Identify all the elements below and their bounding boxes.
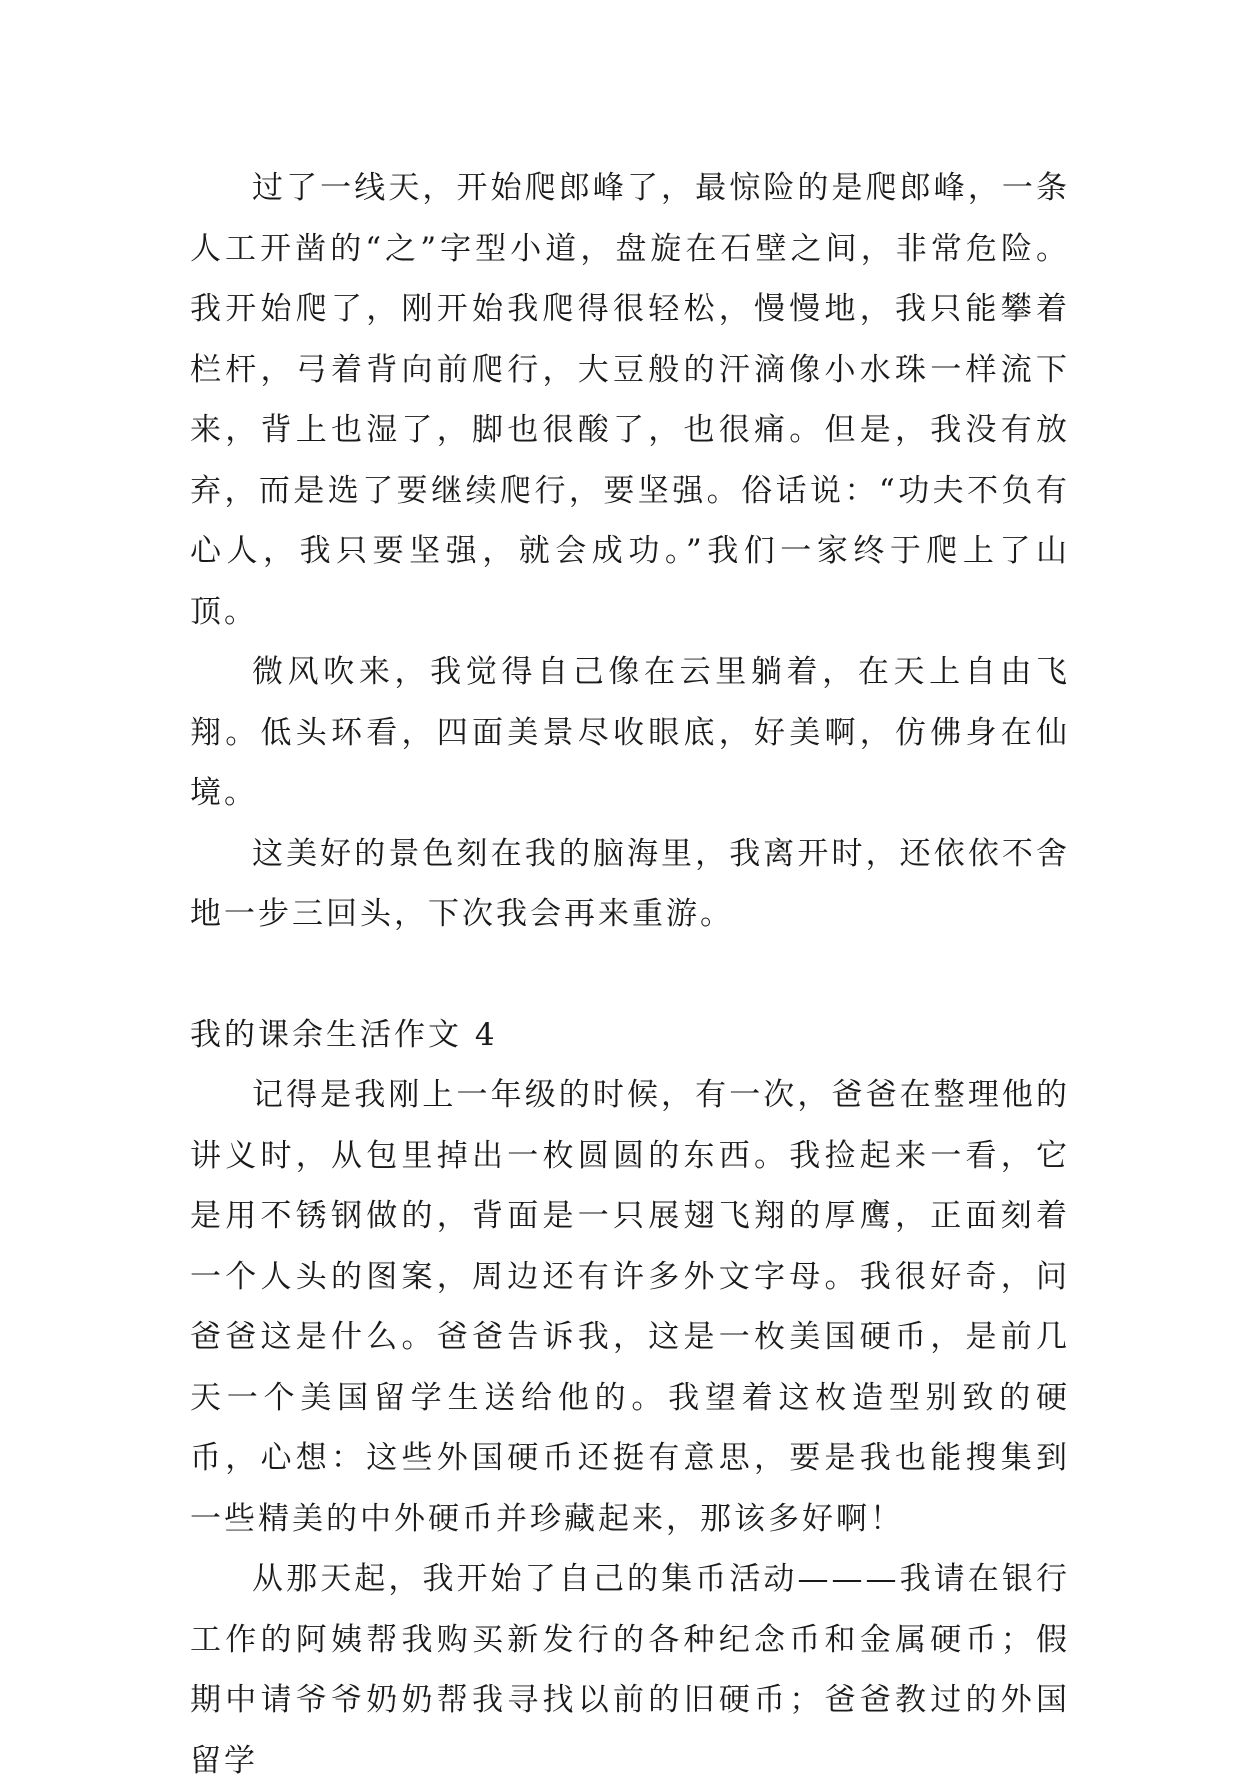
paragraph-climbing: 过了一线天，开始爬郎峰了，最惊险的是爬郎峰，一条人工开凿的“之”字型小道，盘旋在石壁之间，非常危险。我开始爬了，刚开始我爬得很轻松，慢慢地，我只能攀着栏杆，弓着背向前爬行，大豆般的汗滴像小水珠一样流下来，背上也湿了，脚也很酸了，也很痛。但是，我没有放弃，而是选了要继续爬行，要坚强。俗话说：“功夫不负有心人，我只要坚强，就会成功。”我们一家终于爬上了山顶。 [190, 170, 1070, 630]
paragraph-collecting: 从那天起，我开始了自己的集币活动———我请在银行工作的阿姨帮我购买新发行的各种纪念币和金属硬币；假期中请爷爷奶奶帮我寻找以前的旧硬币；爸爸教过的外国留学 [190, 1561, 1070, 1779]
document-body [190, 158, 1070, 1791]
paragraph-coin: 记得是我刚上一年级的时候，有一次，爸爸在整理他的讲义时，从包里掉出一枚圆圆的东西。我捡起来一看，它是用不锈钢做的，背面是一只展翅飞翔的厚鹰，正面刻着一个人头的图案，周边还有许多外文字母。我很好奇，问爸爸这是什么。爸爸告诉我，这是一枚美国硬币，是前几天一个美国留学生送给他的。我望着这枚造型别致的硬币，心想：这些外国硬币还挺有意思，要是我也能搜集到一些精美的中外硬币并珍藏起来，那该多好啊！ [190, 1077, 1070, 1537]
paragraph-breeze: 微风吹来，我觉得自己像在云里躺着，在天上自由飞翔。低头环看，四面美景尽收眼底，好美啊，仿佛身在仙境。 [190, 654, 1070, 811]
section-title: 我的课余生活作文 4 [190, 1016, 498, 1053]
paragraph-memory: 这美好的景色刻在我的脑海里，我离开时，还依依不舍地一步三回头，下次我会再来重游。 [190, 835, 1070, 932]
